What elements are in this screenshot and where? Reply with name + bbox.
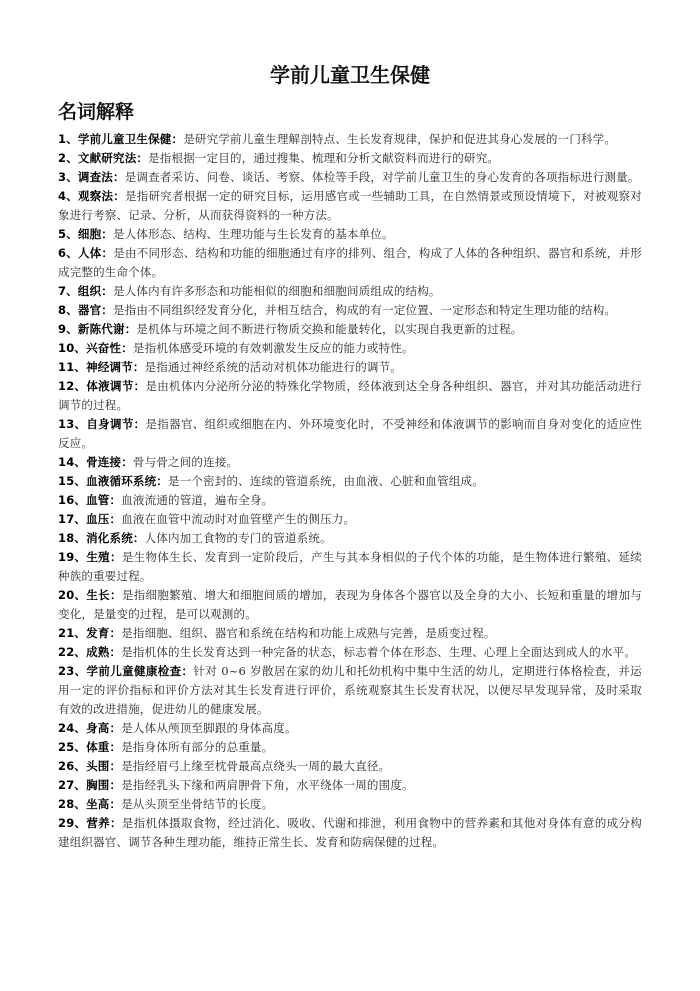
glossary-entry	[58, 491, 642, 510]
entry-definition: 针对 0~6 岁散居在家的幼儿和托幼机构中集中生活的幼儿，定期进行体格检查，并运用一定的评价指标和评价方法对其生长发育进行评价，系统观察其生长发育状况，以便尽早发现异常，及时采取有效的改进措施，促进幼儿的健康发展。	[58, 664, 642, 716]
entry-definition: 是由机体内分泌所分泌的特殊化学物质，经体液到达全身各种组织、器官，并对其功能活动进行调节的过程。	[58, 379, 642, 412]
glossary-entry	[58, 301, 642, 320]
entry-number: 22、	[58, 645, 87, 659]
glossary-entry	[58, 719, 642, 738]
glossary-entry	[58, 586, 642, 624]
entry-definition: 骨与骨之间的连接。	[132, 455, 239, 469]
entry-definition: 血液流通的管道，遍布全身。	[121, 493, 274, 507]
glossary-entry	[58, 130, 642, 149]
entry-number: 4、	[58, 189, 79, 203]
entry-definition: 是指机体感受环境的有效刺激发生反应的能力或特性。	[132, 341, 414, 355]
entry-term: 消化系统：	[86, 531, 145, 545]
entry-definition: 是研究学前儿童生理解剖特点、生长发育规律，保护和促进其身心发展的一门科学。	[183, 132, 617, 146]
entry-number: 23、	[58, 664, 87, 678]
glossary-entry	[58, 282, 642, 301]
entry-definition: 是指器官、组织或细胞在内、外环境变化时，不受神经和体液调节的影响而自身对变化的适应性反应。	[58, 417, 642, 450]
entry-definition: 是人体形态、结构、生理功能与生长发育的基本单位。	[113, 227, 394, 241]
entry-number: 6、	[58, 246, 79, 260]
entry-term: 人体：	[78, 246, 114, 260]
entry-number: 21、	[58, 626, 87, 640]
entry-definition: 是指研究者根据一定的研究目标，运用感官或一些辅助工具，在自然情景或预设情境下，对被观察对象进行考察、记录、分析，从而获得资料的一种方法。	[58, 189, 643, 222]
entry-term: 骨连接：	[86, 455, 133, 469]
glossary-entry	[58, 795, 642, 814]
entry-definition: 是指身体所有部分的总重量。	[121, 740, 274, 754]
entry-number: 12、	[58, 379, 87, 393]
entry-number: 29、	[58, 816, 87, 830]
entry-number: 10、	[58, 341, 87, 355]
entry-number: 9、	[58, 322, 78, 336]
entry-term: 新陈代谢：	[77, 322, 137, 336]
glossary-entry	[58, 320, 642, 339]
entry-term: 身高：	[86, 721, 122, 735]
entry-term: 头围：	[86, 759, 122, 773]
entry-definition: 是从头顶至坐骨结节的长度。	[121, 797, 274, 811]
entry-number: 11、	[58, 360, 87, 374]
entry-term: 学前儿童健康检查：	[86, 664, 194, 678]
entry-term: 学前儿童卫生保健：	[77, 132, 184, 146]
entry-term: 胸围：	[86, 778, 122, 792]
entry-definition: 是调查者采访、问卷、谈话、考察、体检等手段，对学前儿童卫生的身心发育的各项指标进行测量。	[124, 170, 640, 184]
entry-definition: 是人体内有许多形态和功能相似的细胞和细胞间质组成的结构。	[113, 284, 441, 298]
entry-term: 血管：	[86, 493, 122, 507]
entry-term: 血压：	[86, 512, 122, 526]
glossary-entry	[58, 643, 642, 662]
entry-number: 18、	[58, 531, 87, 545]
glossary-entry	[58, 244, 642, 282]
glossary-entry	[58, 168, 642, 187]
entry-definition: 是指细胞繁殖、增大和细胞间质的增加，表现为身体各个器官以及全身的大小、长短和重量的增加与变化，是量变的过程，是可以观测的。	[58, 588, 642, 621]
entry-number: 3、	[58, 170, 78, 184]
entry-term: 观察法：	[78, 189, 126, 203]
entry-definition: 是人体从颅顶至脚跟的身体高度。	[121, 721, 297, 735]
entry-number: 25、	[58, 740, 87, 754]
entry-term: 兴奋性：	[86, 341, 133, 355]
entry-term: 生殖：	[86, 550, 122, 564]
entry-definition: 人体内加工食物的专门的管道系统。	[144, 531, 332, 545]
entry-term: 成熟：	[86, 645, 122, 659]
glossary-entry	[58, 377, 642, 415]
entry-term: 坐高：	[86, 797, 122, 811]
entry-definition: 是指机体摄取食物，经过消化、吸收、代谢和排泄，利用食物中的营养素和其他对身体有意的成分构建组织器官、调节各种生理功能，维持正常生长、发育和防病保健的过程。	[58, 816, 642, 849]
entry-term: 器官：	[77, 303, 114, 317]
entry-number: 24、	[58, 721, 87, 735]
entry-term: 体液调节：	[86, 379, 146, 393]
glossary-entry	[58, 529, 642, 548]
section-title: 名词解释	[58, 101, 135, 123]
entry-definition: 是指机体的生长发育达到一种完备的状态，标志着个体在形态、生理、心理上全面达到成人的水平。	[121, 645, 637, 659]
entry-number: 13、	[58, 417, 87, 431]
entry-number: 27、	[58, 778, 87, 792]
entry-term: 神经调节：	[86, 360, 145, 374]
glossary-entry	[58, 510, 642, 529]
entry-definition: 是生物体生长、发育到一定阶段后，产生与其本身相似的子代个体的功能，是生物体进行繁殖、延续种族的重要过程。	[58, 550, 642, 583]
glossary-entry	[58, 776, 642, 795]
entry-number: 5、	[58, 227, 78, 241]
entry-number: 16、	[58, 493, 87, 507]
entry-term: 组织：	[77, 284, 114, 298]
entry-number: 26、	[58, 759, 87, 773]
entry-term: 营养：	[86, 816, 122, 830]
entry-number: 2、	[58, 151, 78, 165]
entry-term: 细胞：	[77, 227, 114, 241]
glossary-entry	[58, 814, 642, 852]
entry-definition: 是指细胞、组织、器官和系统在结构和功能上成熟与完善，是质变过程。	[121, 626, 496, 640]
entry-number: 14、	[58, 455, 87, 469]
glossary-entry	[58, 472, 642, 491]
glossary-entry	[58, 339, 642, 358]
entry-number: 1、	[58, 132, 78, 146]
glossary-entry	[58, 662, 642, 719]
glossary-entry	[58, 757, 642, 776]
glossary-entry	[58, 225, 642, 244]
entry-number: 28、	[58, 797, 87, 811]
entry-number: 19、	[58, 550, 87, 564]
entry-term: 发育：	[86, 626, 122, 640]
entry-definition: 是机体与环境之间不断进行物质交换和能量转化，以实现自我更新的过程。	[136, 322, 523, 336]
entry-number: 7、	[58, 284, 78, 298]
entry-number: 20、	[58, 588, 87, 602]
entry-definition: 血液在血管中流动时对血管壁产生的侧压力。	[121, 512, 356, 526]
entry-number: 15、	[58, 474, 87, 488]
entry-definition: 是指根据一定目的，通过搜集、梳理和分析文献资料而进行的研究。	[148, 151, 500, 165]
glossary-entry	[58, 548, 642, 586]
glossary-list	[58, 130, 642, 852]
entry-definition: 是指由不同组织经发育分化，并相互结合，构成的有一定位置、一定形态和特定生理功能的结构。	[113, 303, 617, 317]
glossary-entry	[58, 624, 642, 643]
entry-definition: 是指通过神经系统的活动对机体功能进行的调节。	[144, 360, 403, 374]
document-title: 学前儿童卫生保健	[270, 63, 430, 87]
entry-definition: 是一个密封的、连续的管道系统，由血液、心脏和血管组成。	[168, 474, 484, 488]
entry-term: 生长：	[86, 588, 122, 602]
entry-term: 自身调节：	[86, 417, 146, 431]
entry-term: 调查法：	[77, 170, 125, 184]
glossary-entry	[58, 358, 642, 377]
glossary-entry	[58, 187, 642, 225]
glossary-entry	[58, 415, 642, 453]
glossary-entry	[58, 149, 642, 168]
entry-term: 文献研究法：	[77, 151, 149, 165]
glossary-entry	[58, 738, 642, 757]
glossary-entry	[58, 453, 642, 472]
document-page	[58, 62, 642, 852]
entry-number: 17、	[58, 512, 87, 526]
entry-term: 血液循环系统：	[86, 474, 169, 488]
entry-term: 体重：	[86, 740, 122, 754]
entry-number: 8、	[58, 303, 78, 317]
entry-definition: 是指经眉弓上缘至枕骨最高点绕头一周的最大直径。	[121, 759, 391, 773]
entry-definition: 是由不同形态、结构和功能的细胞通过有序的排列、组合，构成了人体的各种组织、器官和系统，并形成完整的生命个体。	[58, 246, 643, 279]
entry-definition: 是指经乳头下缘和两肩胛骨下角，水平绕体一周的围度。	[121, 778, 414, 792]
